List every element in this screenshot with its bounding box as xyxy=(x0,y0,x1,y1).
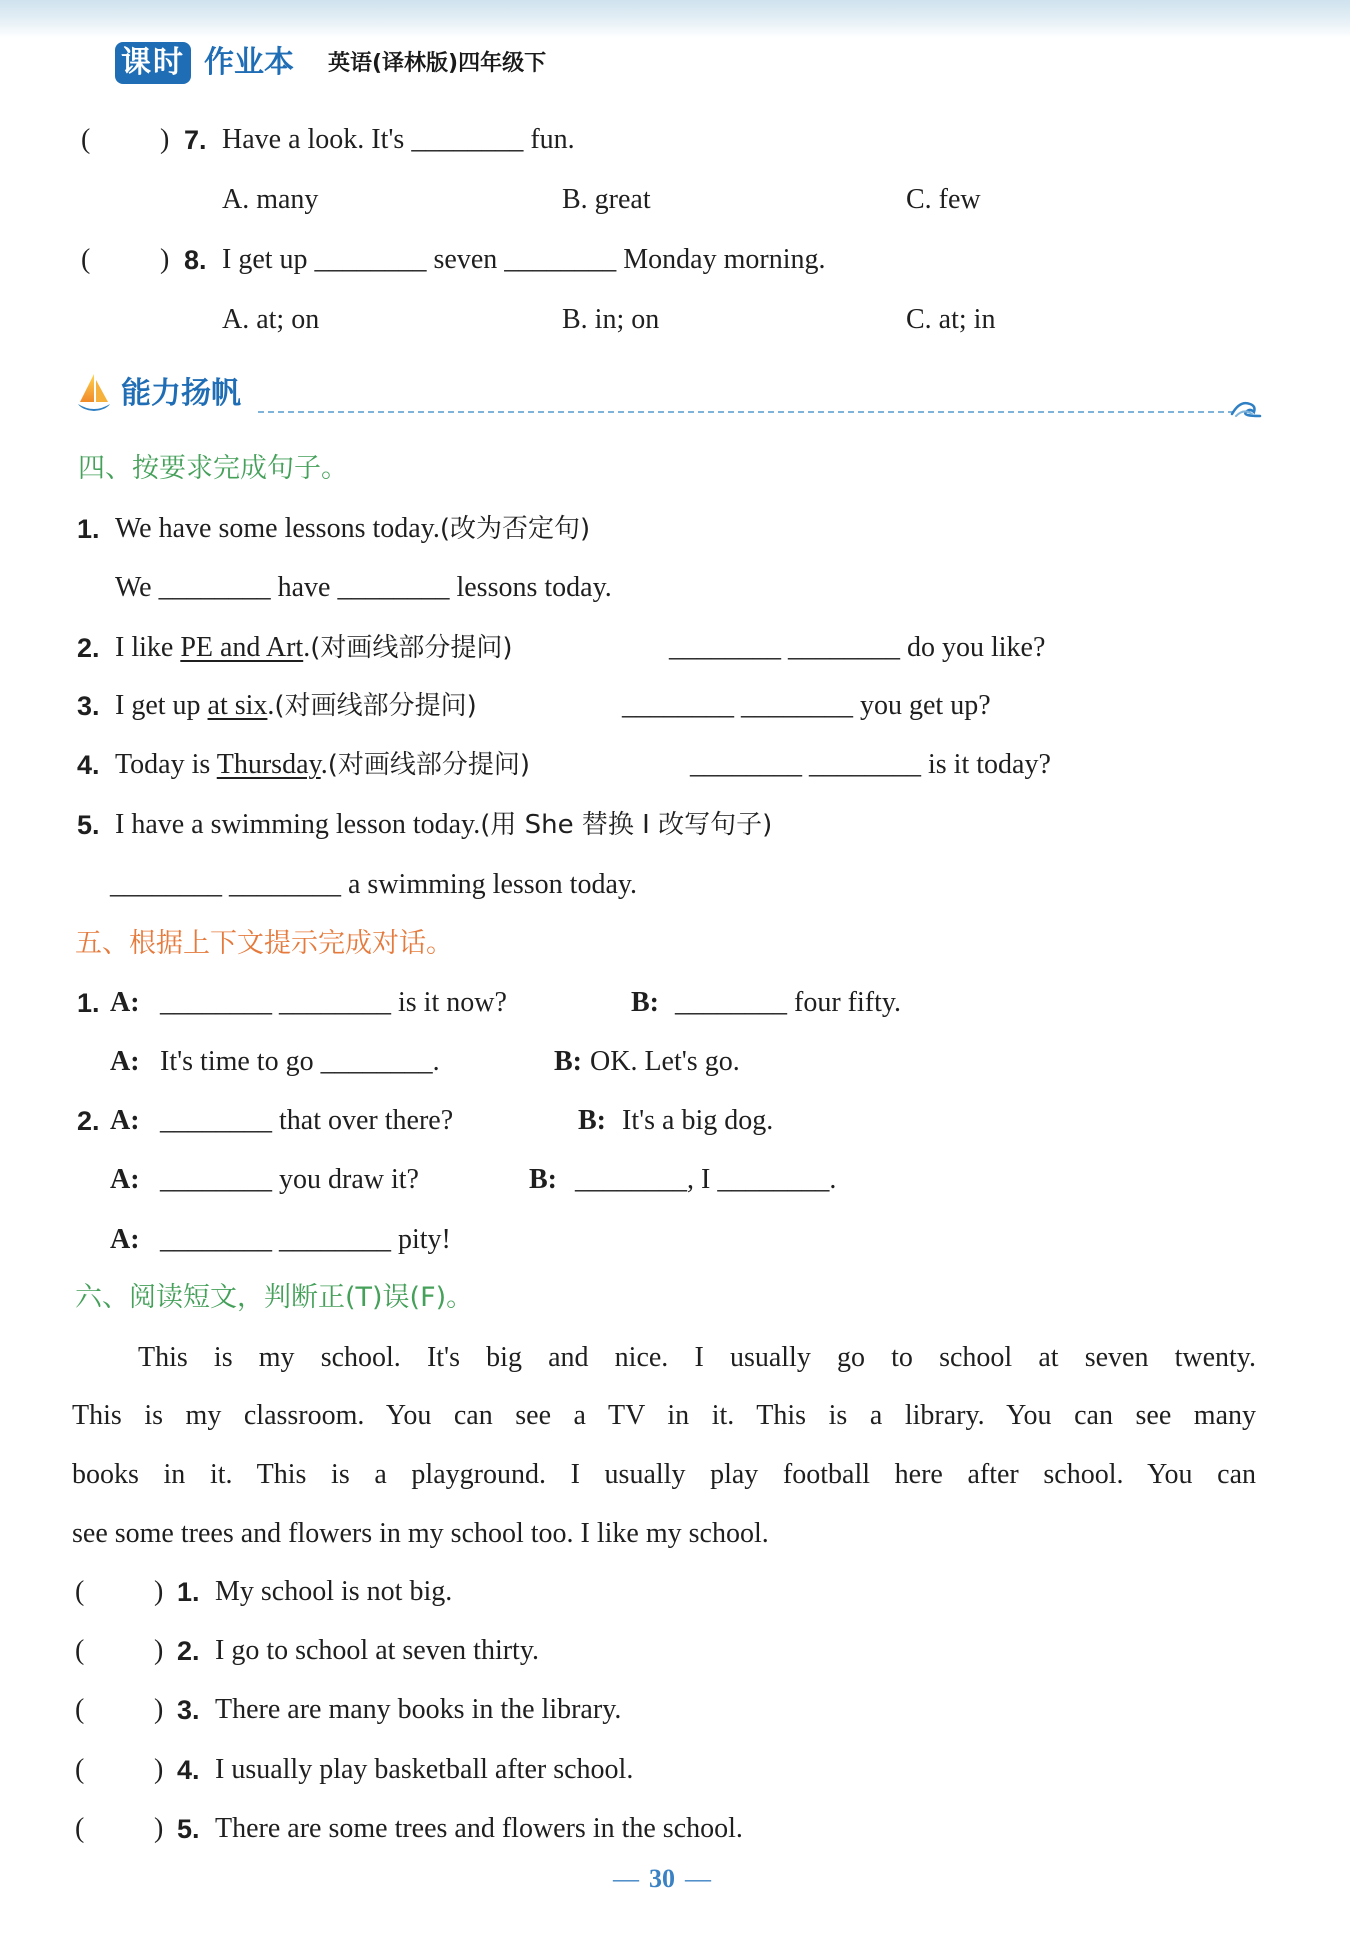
section6-heading-row xyxy=(0,1278,1350,1318)
statement-number: 4. xyxy=(177,1755,200,1785)
item-prompt xyxy=(115,805,772,845)
statement-text: I go to school at seven thirty. xyxy=(215,1635,540,1666)
answer-bracket-open: ( xyxy=(75,1754,85,1785)
answer-line: We ________ have ________ lessons today. xyxy=(115,572,612,603)
wave-icon xyxy=(1230,396,1262,418)
footer-dash-left: — xyxy=(613,1864,639,1893)
speaker-a-text: ________ you draw it? xyxy=(160,1164,419,1195)
statement-number: 3. xyxy=(177,1695,200,1725)
speaker-b-label: B: xyxy=(578,1105,606,1136)
passage-line: This is my school. It's big and nice. I usually go to school at seven twenty. xyxy=(138,1342,1256,1373)
speaker-b-text: It's a big dog. xyxy=(622,1105,774,1136)
item-instruction: (改为否定句) xyxy=(439,514,591,544)
speaker-b-label: B: xyxy=(631,987,659,1018)
item-sentence-post: . xyxy=(267,690,275,721)
statement-text: There are many books in the library. xyxy=(215,1694,622,1725)
dialogue-1-line-2 xyxy=(0,1042,1350,1082)
choice-question-8 xyxy=(0,240,1350,280)
speaker-a-label: A: xyxy=(110,1164,140,1195)
section5-title: 五、根据上下文提示完成对话。 xyxy=(75,928,453,959)
banner-title: 能力扬帆 xyxy=(121,376,241,411)
tf-statement-2 xyxy=(0,1631,1350,1671)
page-number: 30 xyxy=(649,1864,675,1893)
section4-item-4 xyxy=(0,745,1350,785)
tf-statement-3 xyxy=(0,1690,1350,1730)
answer-line: ________ ________ a swimming lesson today. xyxy=(110,869,638,900)
item-prompt xyxy=(115,686,477,726)
speaker-b-text: ________, I ________. xyxy=(575,1164,837,1195)
speaker-b-label: B: xyxy=(554,1046,582,1077)
speaker-a-text: It's time to go ________. xyxy=(160,1046,440,1077)
item-number: 4. xyxy=(77,750,100,780)
speaker-a-label: A: xyxy=(110,1046,140,1077)
question-stem: I get up ________ seven ________ Monday morning. xyxy=(222,244,826,275)
speaker-a-label: A: xyxy=(110,1105,140,1136)
item-sentence-pre: I get up xyxy=(115,690,208,721)
answer-bracket-close: ) xyxy=(154,1813,164,1844)
answer-line: ________ ________ you get up? xyxy=(622,690,991,721)
section4-heading-row xyxy=(0,449,1350,489)
question-stem: Have a look. It's ________ fun. xyxy=(222,124,575,155)
option-a: A. many xyxy=(222,184,319,215)
dialogue-1-line-1 xyxy=(0,983,1350,1023)
dialogue-number: 1. xyxy=(77,988,100,1018)
item-number: 1. xyxy=(77,514,100,544)
choice-options-8 xyxy=(0,300,1350,340)
brand-logo-highlight: 课时 xyxy=(115,42,191,84)
speaker-a-text: ________ ________ pity! xyxy=(160,1224,451,1255)
option-b: B. great xyxy=(562,184,651,215)
answer-line: ________ ________ do you like? xyxy=(669,632,1046,663)
item-number: 5. xyxy=(77,810,100,840)
statement-text: I usually play basketball after school. xyxy=(215,1754,634,1785)
answer-bracket-open: ( xyxy=(75,1635,85,1666)
answer-bracket-close: ) xyxy=(154,1694,164,1725)
page-footer xyxy=(597,1859,727,1899)
footer-dash-right: — xyxy=(685,1864,711,1893)
section4-item-1 xyxy=(0,509,1350,549)
passage-line: see some trees and flowers in my school too. I like my school. xyxy=(72,1518,769,1549)
section4-title: 四、按要求完成句子。 xyxy=(78,453,348,484)
passage-line: This is my classroom. You can see a TV in it. This is a library. You can see many xyxy=(72,1400,1256,1431)
item-prompt xyxy=(115,628,513,668)
section4-item-2 xyxy=(0,628,1350,668)
answer-bracket-close: ) xyxy=(154,1576,164,1607)
item-instruction: (对画线部分提问) xyxy=(310,633,513,663)
item-number: 3. xyxy=(77,691,100,721)
dialogue-number: 2. xyxy=(77,1106,100,1136)
speaker-a-label: A: xyxy=(110,1224,140,1255)
section4-item-3 xyxy=(0,686,1350,726)
speaker-a-text: ________ that over there? xyxy=(160,1105,454,1136)
item-sentence-pre: I like xyxy=(115,632,181,663)
speaker-b-label: B: xyxy=(529,1164,557,1195)
item-sentence: We have some lessons today. xyxy=(115,513,440,544)
statement-number: 5. xyxy=(177,1814,200,1844)
answer-bracket-open: ( xyxy=(81,124,91,155)
section5-heading-row xyxy=(0,924,1350,964)
underlined-phrase: Thursday xyxy=(216,749,321,780)
dialogue-2-line-3 xyxy=(0,1220,1350,1260)
section4-item-5 xyxy=(0,805,1350,845)
answer-bracket-open: ( xyxy=(75,1813,85,1844)
book-subtitle: 英语(译林版)四年级下 xyxy=(328,51,547,76)
section4-answer-5 xyxy=(0,865,1350,905)
section6-title: 六、阅读短文，判断正(T)误(F)。 xyxy=(75,1282,474,1313)
statement-text: My school is not big. xyxy=(215,1576,453,1607)
statement-text: There are some trees and flowers in the school. xyxy=(215,1813,743,1844)
top-decorative-band xyxy=(0,0,1350,38)
answer-bracket-close: ) xyxy=(154,1754,164,1785)
tf-statement-4 xyxy=(0,1750,1350,1790)
dialogue-2-line-1 xyxy=(0,1101,1350,1141)
answer-line: ________ ________ is it today? xyxy=(690,749,1051,780)
section4-answer-1 xyxy=(0,568,1350,608)
statement-number: 1. xyxy=(177,1577,200,1607)
answer-bracket-close: ) xyxy=(160,244,170,275)
dialogue-2-line-2 xyxy=(0,1160,1350,1200)
underlined-phrase: PE and Art xyxy=(180,632,304,663)
tf-statement-5 xyxy=(0,1809,1350,1849)
answer-bracket-close: ) xyxy=(160,124,170,155)
choice-options-7 xyxy=(0,180,1350,220)
answer-bracket-open: ( xyxy=(75,1694,85,1725)
item-sentence: I have a swimming lesson today. xyxy=(115,809,481,840)
item-sentence-post: . xyxy=(320,749,328,780)
answer-bracket-close: ) xyxy=(154,1635,164,1666)
option-a: A. at; on xyxy=(222,304,320,335)
item-number: 2. xyxy=(77,633,100,663)
speaker-a-text: ________ ________ is it now? xyxy=(160,987,507,1018)
question-number: 8. xyxy=(184,245,207,275)
item-sentence-pre: Today is xyxy=(115,749,217,780)
banner-dashed-divider xyxy=(258,411,1234,413)
item-instruction: (用 She 替换 I 改写句子) xyxy=(480,810,773,840)
speaker-b-text: ________ four fifty. xyxy=(675,987,902,1018)
answer-bracket-open: ( xyxy=(75,1576,85,1607)
option-c: C. few xyxy=(906,184,981,215)
tf-statement-1 xyxy=(0,1572,1350,1612)
underlined-phrase: at six xyxy=(207,690,268,721)
item-sentence-post: . xyxy=(303,632,311,663)
answer-bracket-open: ( xyxy=(81,244,91,275)
choice-question-7 xyxy=(0,120,1350,160)
speaker-a-label: A: xyxy=(110,987,140,1018)
question-number: 7. xyxy=(184,125,207,155)
item-prompt xyxy=(115,745,530,785)
sailboat-icon xyxy=(76,372,112,414)
item-instruction: (对画线部分提问) xyxy=(327,750,530,780)
passage-line: books in it. This is a playground. I usually play football here after school. You can xyxy=(72,1459,1256,1490)
speaker-b-text: OK. Let's go. xyxy=(590,1046,740,1077)
item-instruction: (对画线部分提问) xyxy=(274,691,477,721)
statement-number: 2. xyxy=(177,1636,200,1666)
option-c: C. at; in xyxy=(906,304,996,335)
brand-logo-text: 作业本 xyxy=(204,45,294,80)
option-b: B. in; on xyxy=(562,304,660,335)
item-prompt xyxy=(115,509,590,549)
